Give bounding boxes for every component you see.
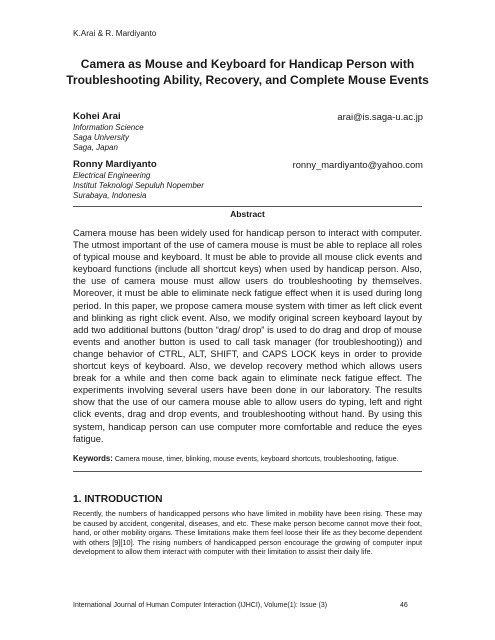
author-name: Ronny Mardiyanto	[73, 159, 157, 170]
author-affiliation-location: Surabaya, Indonesia	[73, 191, 147, 200]
author-affiliation-dept: Electrical Engineering	[73, 171, 151, 180]
abstract-heading: Abstract	[230, 209, 265, 219]
author-name: Kohei Arai	[73, 111, 121, 122]
author-email[interactable]: ronny_mardiyanto@yahoo.com	[292, 159, 423, 170]
introduction-body: Recently, the numbers of handicapped persons who have limited in mobility have been rising. These may be caused by accident, congenital, diseases, and etc. These make person become cannot move their foot, hand, or other mobility organs. These limitations make them feel loose their life as they become dependent with others [9][10]. The rising numbers of handicapped person encourage the growing of computer input development to allow them interact with computer with their limitation to assist their daily life.	[73, 509, 422, 557]
keywords-text: Camera mouse, timer, blinking, mouse events, keyboard shortcuts, troubleshooting, fatigue.	[114, 456, 399, 463]
abstract-bottom-rule	[73, 471, 422, 472]
footer-journal: International Journal of Human Computer Interaction (IJHCI), Volume(1): Issue (3)	[73, 602, 328, 609]
abstract-body: Camera mouse has been widely used for handicap person to interact with computer. The utmost important of the use of camera mouse is must be able to replace all roles of typical mouse and keyboard. It must be able to provide all mouse click events and keyboard functions (include all shortcut keys) when used by handicap person. Also, the use of camera mouse must allow users do troubleshooting by themselves. Moreover, it must be able to eliminate neck fatigue effect when it is used during long period. In this paper, we propose camera mouse system with timer as left click event and blinking as right click event. Also, we modify original screen keyboard layout by add two additional buttons (button “drag/ drop” is used to do drag and drop of mouse events and another button is used to call task manager (for troubleshooting)) and change behavior of CTRL, ALT, SHIFT, and CAPS LOCK keys in order to provide shortcut keys of keyboard. Also, we develop recovery method which allows users break for a while and then come back again to eliminate neck fatigue effect. The experiments involving several users have been done in our laboratory. The results show that the use of our camera mouse able to allow users do typing, left and right click events, drag and drop events, and troubleshooting without hand. By using this system, handicap person can use computer more comfortable and reduce the eyes fatigue.	[73, 228, 422, 444]
author-block-arai	[73, 111, 423, 153]
keywords-label: Keywords:	[73, 454, 113, 463]
running-head: K.Arai & R. Mardiyanto	[73, 29, 157, 38]
author-affiliation-institution: Saga University	[73, 133, 130, 142]
abstract-top-rule	[73, 206, 422, 207]
author-block-mardiyanto	[73, 159, 423, 201]
title-line-2: Troubleshooting Ability, Recovery, and Complete Mouse Events	[66, 73, 429, 87]
author-affiliation-location: Saga, Japan	[73, 143, 118, 152]
paper-title	[60, 56, 435, 88]
author-affiliation-institution: Institut Teknologi Sepuluh Nopember	[73, 181, 204, 190]
keywords-line	[73, 454, 422, 464]
section-heading-introduction: 1. INTRODUCTION	[73, 494, 163, 505]
author-email[interactable]: arai@is.saga-u.ac.jp	[337, 111, 423, 122]
footer-page-number: 46	[400, 602, 408, 609]
title-line-1: Camera as Mouse and Keyboard for Handicap Person with	[80, 57, 415, 71]
author-affiliation-dept: Information Science	[73, 123, 144, 132]
